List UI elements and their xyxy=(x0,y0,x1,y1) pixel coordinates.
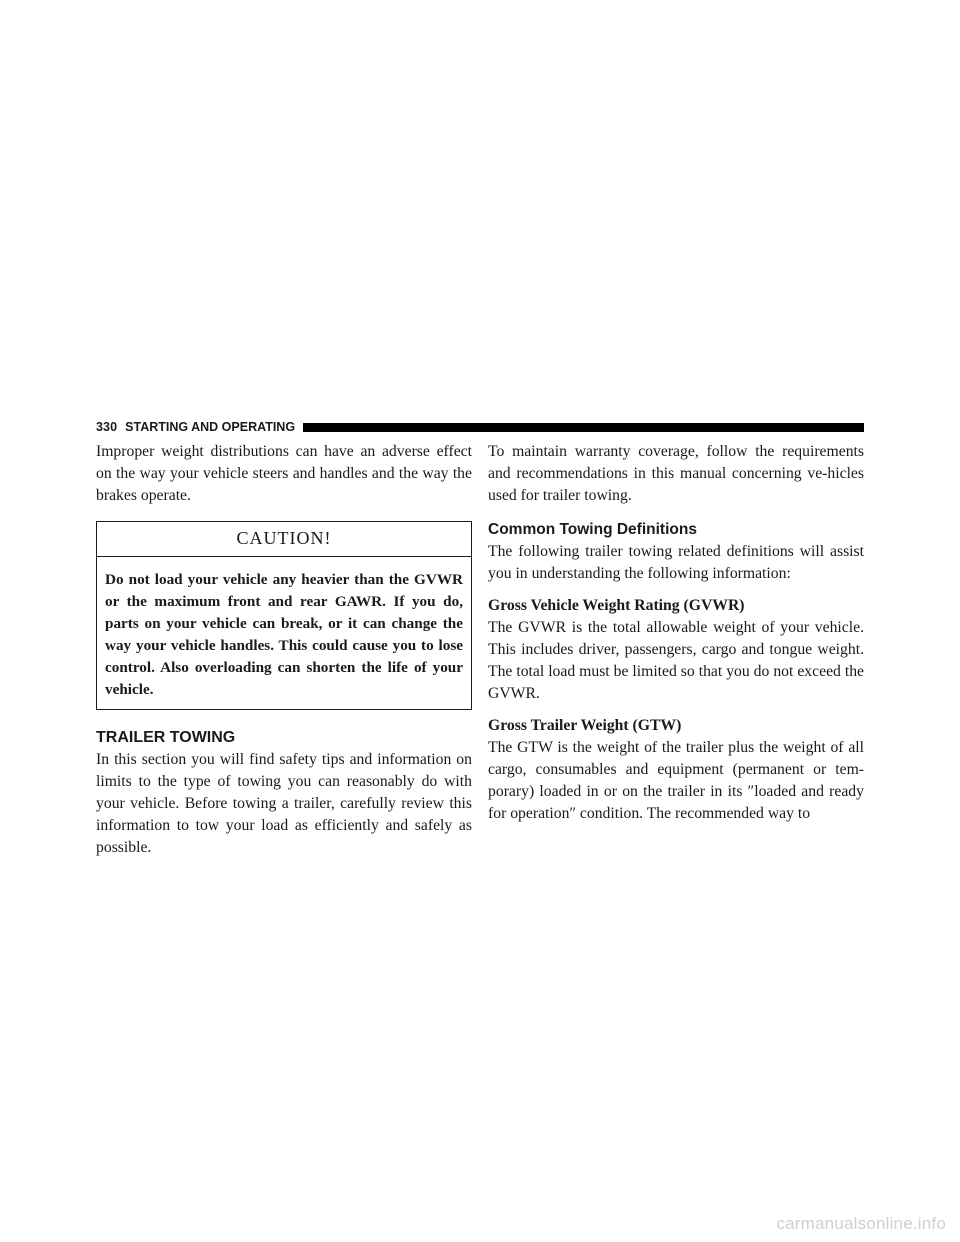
intro-paragraph: Improper weight distributions can have an adverse effect on the way your vehicle steers and handles and the way the brakes operate. xyxy=(96,443,472,504)
definitions-intro: The following trailer towing related definitions will assist you in understanding the following information: xyxy=(488,543,864,582)
section-title: STARTING AND OPERATING xyxy=(125,420,296,434)
page-number: 330 xyxy=(96,420,118,434)
caution-box xyxy=(96,521,472,710)
gvwr-heading: Gross Vehicle Weight Rating (GVWR) xyxy=(488,597,745,614)
definitions-heading: Common Towing Definitions xyxy=(488,521,697,538)
warranty-paragraph: To maintain warranty coverage, follow the requirements and recommendations in this manual concerning ve-hicles used for trailer towing. xyxy=(488,443,864,504)
watermark: carmanualsonline.info xyxy=(776,1214,946,1233)
gvwr-paragraph: The GVWR is the total allowable weight of your vehicle. This includes driver, passengers, cargo and tongue weight. The total load must be limited so that you do not exceed the GVWR. xyxy=(488,619,864,702)
header-rule xyxy=(303,423,864,432)
page-header xyxy=(96,417,864,437)
gtw-paragraph: The GTW is the weight of the trailer plus the weight of all cargo, consumables and equipment (permanent or tem-porary) loaded in or on the trailer in its ″loaded and ready for operation″ condition. The recommended way to xyxy=(488,739,864,822)
gtw-heading: Gross Trailer Weight (GTW) xyxy=(488,717,682,734)
caution-title: CAUTION! xyxy=(97,522,471,557)
caution-text: Do not load your vehicle any heavier than the GVWR or the maximum front and rear GAWR. If you do, parts on your vehicle can break, or it can change the way your vehicle handles. This could cause you to lose control. Also overloading can shorten the life of your vehicle. xyxy=(105,571,463,698)
left-column xyxy=(96,441,472,859)
trailer-towing-heading: TRAILER TOWING xyxy=(96,729,236,746)
right-column xyxy=(488,441,864,825)
trailer-towing-paragraph: In this section you will find safety tips and information on limits to the type of towing you can reasonably do with your vehicle. Before towing a trailer, carefully review this information to tow your load as efficiently and safely as possible. xyxy=(96,751,472,856)
